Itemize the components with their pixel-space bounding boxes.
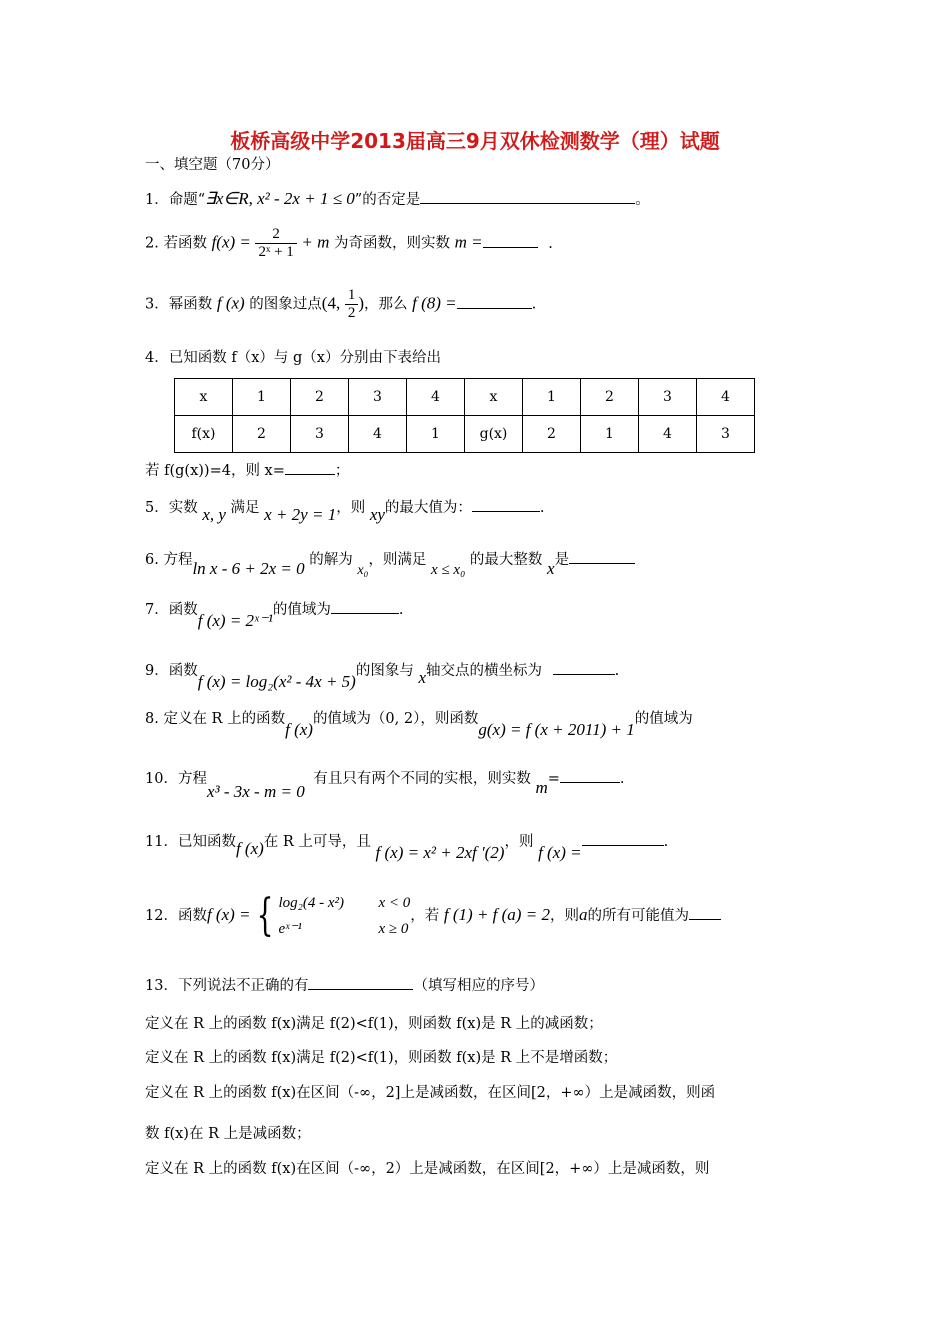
q1-math: ∃x∈R, x² - 2x + 1 ≤ 0 [205, 189, 355, 208]
q11-mid: 在 R 上可导，且 [263, 834, 371, 850]
q13-answer-blank[interactable] [308, 988, 413, 990]
q12-cond1: x < 0 [378, 895, 411, 911]
q3-denominator: 2 [347, 305, 356, 321]
q6-answer-blank[interactable] [569, 562, 635, 564]
q2-mid: 为奇函数，则实数 [329, 235, 455, 252]
table-cell: 4 [349, 416, 407, 453]
q7-end: . [398, 602, 404, 618]
table-cell: 4 [407, 379, 465, 416]
q12-mid2: ，则 [549, 908, 579, 924]
table-cell: 4 [697, 379, 755, 416]
table-cell: 3 [291, 416, 349, 453]
q5-mid: 满足 [230, 500, 260, 516]
table-cell: 3 [697, 416, 755, 453]
q5-mid2: ，则 [336, 500, 366, 516]
q5-prefix: 5．实数 [145, 500, 198, 516]
q8-prefix: 8. 定义在 R 上的函数 [145, 711, 286, 727]
q11-eq: f (x) = x² + 2xf '(2) [375, 843, 505, 862]
q6-eq: ln x - 6 + 2x = 0 [192, 559, 305, 578]
q6-x0: x₀ [357, 563, 369, 578]
q12-eq: f (1) + f (a) = 2 [443, 905, 550, 924]
q12-case1: log₂(4 - x²) [278, 895, 345, 911]
question-6 [145, 548, 635, 578]
table-row-values [175, 416, 755, 453]
question-4: 4．已知函数 f（x）与 g（x）分别由下表给出 [145, 350, 441, 366]
q3-numerator: 1 [345, 287, 359, 305]
q5-end-text: 的最大值为： [384, 500, 472, 516]
left-brace-icon: { [256, 890, 273, 941]
q12-lhs: f (x) = [206, 905, 251, 924]
q12-end: 的所有可能值为 [587, 908, 689, 924]
q10-answer-blank[interactable] [560, 781, 620, 783]
q9-end-text: 轴交点的横坐标为 [425, 663, 542, 679]
q5-xy: xy [369, 505, 385, 524]
list-item: 定义在 R 上的函数 f(x)在区间（-∞，2]上是减函数，在区间[2，+∞）上是减函数，则函 [145, 1085, 716, 1101]
table-cell: 2 [291, 379, 349, 416]
question-12 [145, 890, 721, 942]
q6-ineq: x ≤ x₀ [431, 562, 466, 578]
q3-answer-blank[interactable] [457, 307, 532, 309]
q11-fx2: f (x) = [538, 843, 582, 862]
q12-cond2: x ≥ 0 [378, 921, 409, 937]
table-cell: 1 [233, 379, 291, 416]
question-8 [145, 707, 693, 739]
q9-end: . [614, 663, 620, 679]
question-3 [145, 287, 536, 322]
q4-follow-prefix: 若 f(g(x))=4，则 x= [145, 463, 285, 479]
table-cell: x [175, 379, 233, 416]
q3-f8: f (8) = [412, 293, 457, 313]
q5-end: . [539, 500, 545, 516]
q13-prefix: 13．下列说法不正确的有 [145, 978, 309, 994]
list-item: 定义在 R 上的函数 f(x)满足 f(2)<f(1)，则函数 f(x)是 R 上的减函数； [145, 1016, 603, 1032]
q3-end: . [531, 296, 537, 313]
q2-var: m = [454, 232, 483, 252]
q11-fx: f (x) [235, 839, 264, 858]
list-item: 定义在 R 上的函数 f(x)在区间（-∞，2）上是减函数，在区间[2，+∞）上是减函数，则 [145, 1161, 710, 1177]
table-row-x [175, 379, 755, 416]
q7-eq: f (x) = 2ˣ⁻¹ [197, 611, 273, 630]
q6-mid3: 的最大整数 [469, 552, 543, 568]
q9-prefix: 9．函数 [145, 663, 198, 679]
q13-end: （填写相应的序号） [413, 978, 544, 994]
question-13 [145, 974, 544, 995]
q7-mid: 的值域为 [272, 602, 331, 618]
q3-mid: 的图象过点 [244, 296, 322, 313]
table-cell: 1 [407, 416, 465, 453]
q2-answer-blank[interactable] [483, 246, 538, 248]
q4-follow-end: ； [334, 463, 350, 479]
question-5 [145, 496, 545, 524]
q6-mid2: ，则满足 [368, 552, 427, 568]
q6-prefix: 6. 方程 [145, 552, 193, 568]
q12-answer-blank[interactable] [689, 918, 721, 920]
q10-eq2: = [547, 771, 560, 787]
q6-end: 是 [554, 552, 570, 568]
q6-mid: 的解为 [309, 552, 353, 568]
table-cell: x [465, 379, 523, 416]
list-item: 定义在 R 上的函数 f(x)满足 f(2)<f(1)，则函数 f(x)是 R 上不是增函数； [145, 1050, 618, 1066]
q5-vars: x, y [202, 505, 226, 524]
q1-prefix: 1．命题“ [145, 192, 206, 208]
q1-suffix: ”的否定是 [354, 192, 421, 208]
page-title: 板桥高级中学2013届高三9月双休检测数学（理）试题 [230, 129, 720, 153]
q3-point-close: ) [358, 293, 364, 313]
q8-fx: f (x) [285, 720, 313, 739]
q5-eq: x + 2y = 1 [264, 505, 337, 524]
q3-point-open: (4, [321, 293, 341, 313]
q10-eq: x³ - 3x - m = 0 [206, 782, 305, 801]
q10-end: . [619, 771, 625, 787]
q12-a: a [578, 905, 588, 924]
question-1 [145, 188, 650, 209]
q10-m: m [535, 778, 548, 797]
q10-mid: 有且只有两个不同的实根，则实数 [313, 771, 531, 787]
q1-answer-blank[interactable] [420, 202, 635, 204]
q2-lhs: f(x) = [211, 232, 251, 252]
question-2 [145, 226, 553, 261]
q11-end: . [663, 834, 669, 850]
table-cell: 1 [581, 416, 639, 453]
function-table [174, 378, 755, 453]
q9-x: x [418, 668, 426, 687]
section-heading: 一、填空题（70分） [145, 157, 280, 173]
q12-prefix: 12．函数 [145, 908, 207, 924]
q9-eq: f (x) = log₂(x² - 4x + 5) [197, 672, 356, 691]
q8-eq: g(x) = f (x + 2011) + 1 [478, 720, 635, 739]
q9-mid: 的图象与 [355, 663, 414, 679]
table-cell: 2 [233, 416, 291, 453]
q3-fx: f (x) [216, 293, 245, 313]
question-9 [145, 659, 620, 691]
q3-mid2: ，那么 [364, 296, 413, 313]
question-7 [145, 598, 404, 630]
q8-end: 的值域为 [634, 711, 693, 727]
question-4-follow [145, 459, 349, 480]
table-cell: g(x) [465, 416, 523, 453]
list-item: 数 f(x)在 R 上是减函数； [145, 1126, 311, 1142]
q2-numerator: 2 [255, 226, 296, 244]
q11-answer-blank[interactable] [582, 844, 664, 846]
table-cell: 4 [639, 416, 697, 453]
question-10 [145, 767, 625, 801]
table-cell: f(x) [175, 416, 233, 453]
q2-denominator: 2ˣ + 1 [258, 244, 294, 260]
q7-prefix: 7．函数 [145, 602, 198, 618]
table-cell: 1 [523, 379, 581, 416]
table-cell: 3 [349, 379, 407, 416]
q1-end: 。 [635, 192, 650, 208]
q2-plus-m: + m [301, 232, 330, 252]
q9-answer-blank[interactable] [553, 673, 615, 675]
table-cell: 2 [581, 379, 639, 416]
question-11 [145, 830, 669, 862]
q3-prefix: 3．幂函数 [145, 296, 217, 313]
table-cell: 3 [639, 379, 697, 416]
q6-x: x [547, 559, 555, 578]
q12-mid: ，若 [410, 908, 440, 924]
q11-prefix: 11．已知函数 [145, 834, 236, 850]
q11-mid2: ，则 [504, 834, 534, 850]
q2-end: . [548, 235, 553, 252]
q2-prefix: 2. 若函数 [145, 235, 212, 252]
q12-case2: eˣ⁻¹ [278, 921, 302, 937]
q10-prefix: 10．方程 [145, 771, 207, 787]
q5-answer-blank[interactable] [472, 510, 540, 512]
q7-answer-blank[interactable] [331, 612, 399, 614]
q8-mid: 的值域为（0, 2），则函数 [312, 711, 479, 727]
q4-answer-blank[interactable] [285, 473, 335, 475]
table-cell: 2 [523, 416, 581, 453]
